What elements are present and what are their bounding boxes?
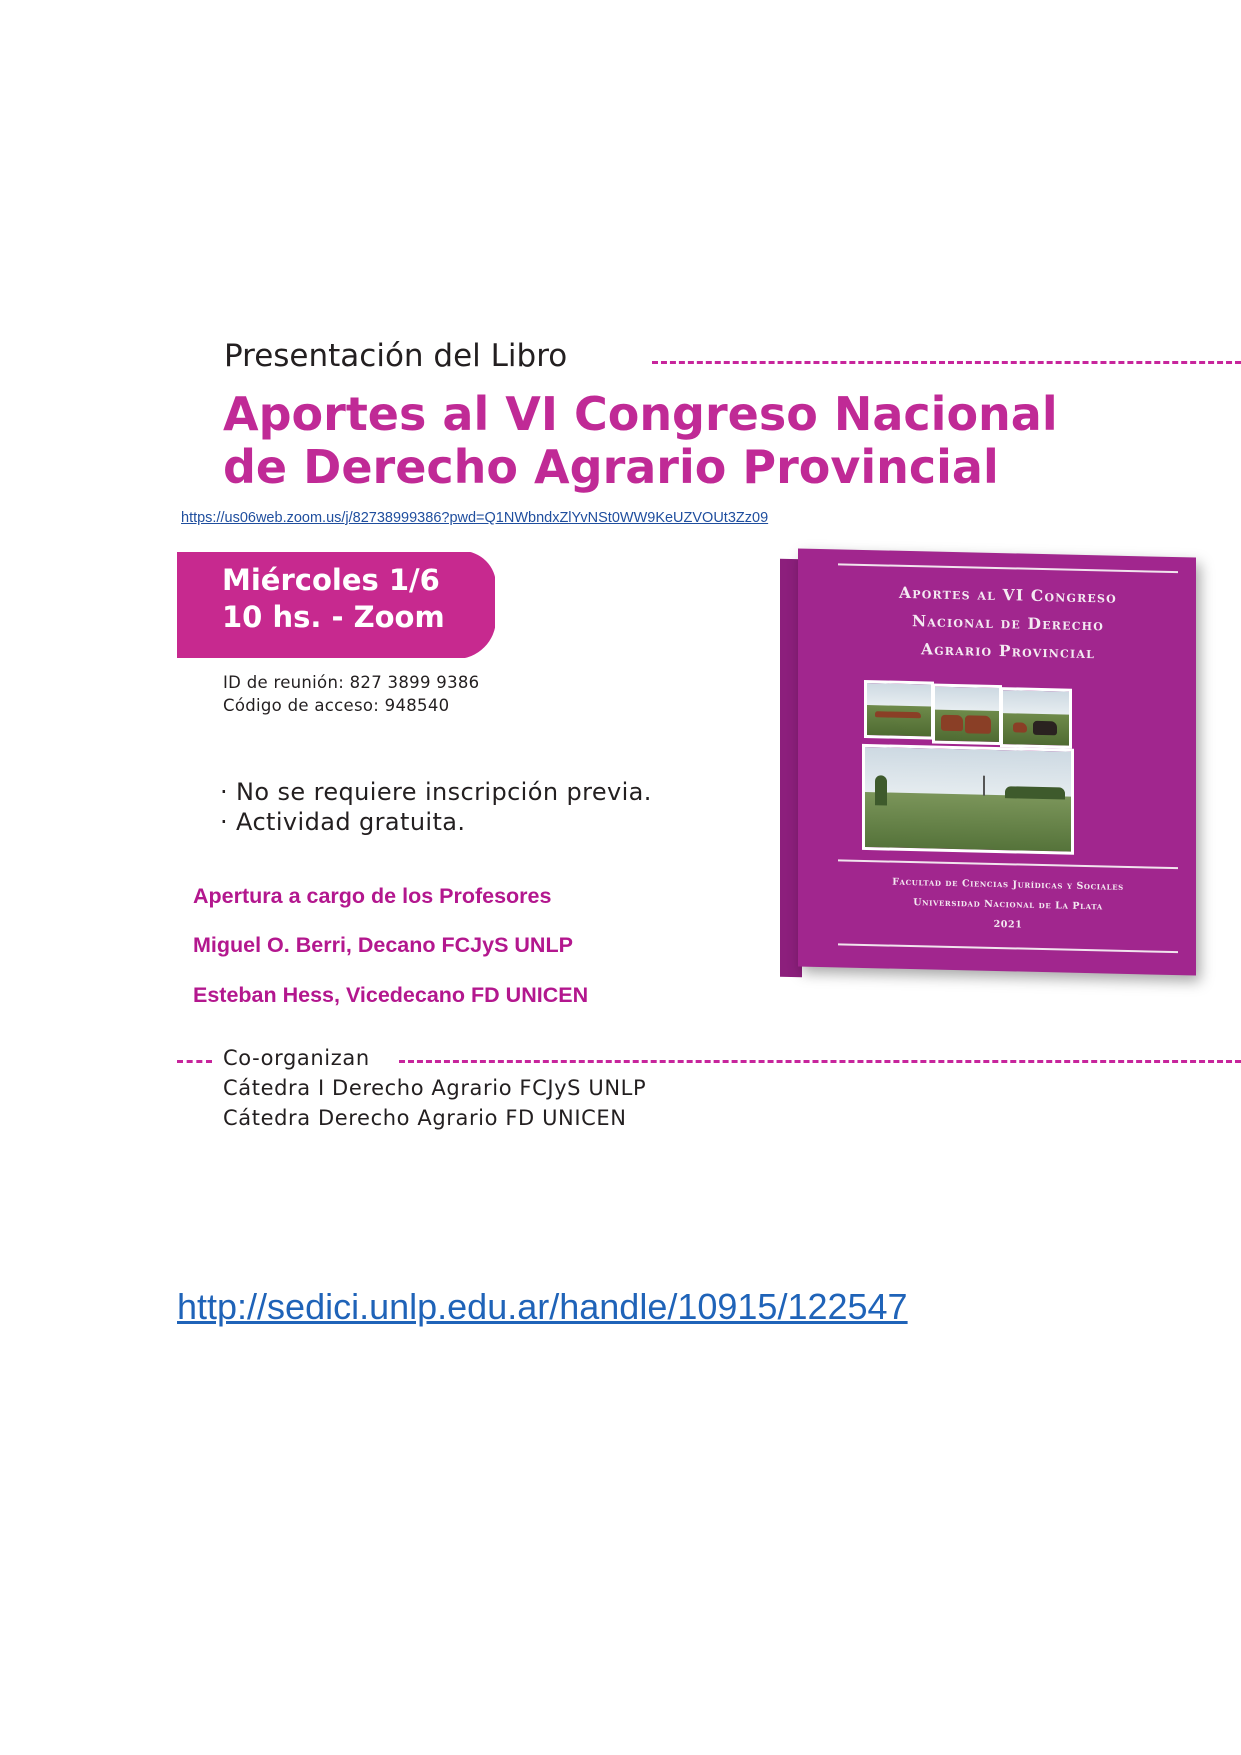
sedici-repository-link[interactable]: http://sedici.unlp.edu.ar/handle/10915/122547 xyxy=(177,1286,908,1327)
book-publisher-faculty: Facultad de Ciencias Jurídicas y Sociales xyxy=(892,876,1124,893)
book-middle-rule xyxy=(838,859,1178,869)
coorg-dash-right xyxy=(399,1060,1241,1063)
access-code: Código de acceso: 948540 xyxy=(223,696,450,715)
book-bottom-rule xyxy=(838,943,1178,953)
book-cover-image xyxy=(780,545,1208,983)
kicker-dashed-rule xyxy=(652,361,1241,364)
note-free-activity: · Actividad gratuita. xyxy=(220,808,466,836)
coorganizer-2: Cátedra Derecho Agrario FD UNICEN xyxy=(223,1106,627,1130)
book-top-rule xyxy=(838,563,1178,573)
opening-speaker-2: Esteban Hess, Vicedecano FD UNICEN xyxy=(193,983,589,1007)
title-line-2: de Derecho Agrario Provincial xyxy=(223,440,999,494)
zoom-meeting-link[interactable]: https://us06web.zoom.us/j/82738999386?pwd=Q1NWbndxZlYvNSt0WW9KeUZVOUt3Zz09 xyxy=(181,510,769,526)
coorg-dash-left xyxy=(177,1060,212,1063)
book-publisher-university: Universidad Nacional de La Plata xyxy=(913,897,1103,913)
title-line-1: Aportes al VI Congreso Nacional xyxy=(223,387,1058,441)
coorganizer-1: Cátedra I Derecho Agrario FCJyS UNLP xyxy=(223,1076,647,1100)
banner-corner-shape xyxy=(462,551,496,585)
opening-heading: Apertura a cargo de los Profesores xyxy=(193,884,552,908)
event-date: Miércoles 1/6 xyxy=(222,563,440,597)
book-title-line-1: Aportes al VI Congreso xyxy=(899,582,1117,607)
book-photo-landscape xyxy=(862,744,1074,855)
note-no-registration: · No se requiere inscripción previa. xyxy=(220,778,652,806)
book-face xyxy=(798,548,1196,975)
coorganizers-label: Co-organizan xyxy=(223,1046,370,1070)
book-title-line-3: Agrario Provincial xyxy=(920,639,1096,663)
opening-speaker-1: Miguel O. Berri, Decano FCJyS UNLP xyxy=(193,933,573,957)
kicker-text: Presentación del Libro xyxy=(224,338,568,374)
book-photo-2 xyxy=(932,684,1002,746)
banner-corner-shape-bottom xyxy=(456,619,496,659)
event-title xyxy=(223,388,1058,494)
event-time-platform: 10 hs. - Zoom xyxy=(222,600,445,634)
book-year: 2021 xyxy=(993,918,1023,931)
meeting-id: ID de reunión: 827 3899 9386 xyxy=(223,673,480,692)
book-title-line-2: Nacional de Derecho xyxy=(911,611,1105,635)
book-photo-3 xyxy=(1000,687,1072,749)
book-photo-1 xyxy=(864,680,934,740)
